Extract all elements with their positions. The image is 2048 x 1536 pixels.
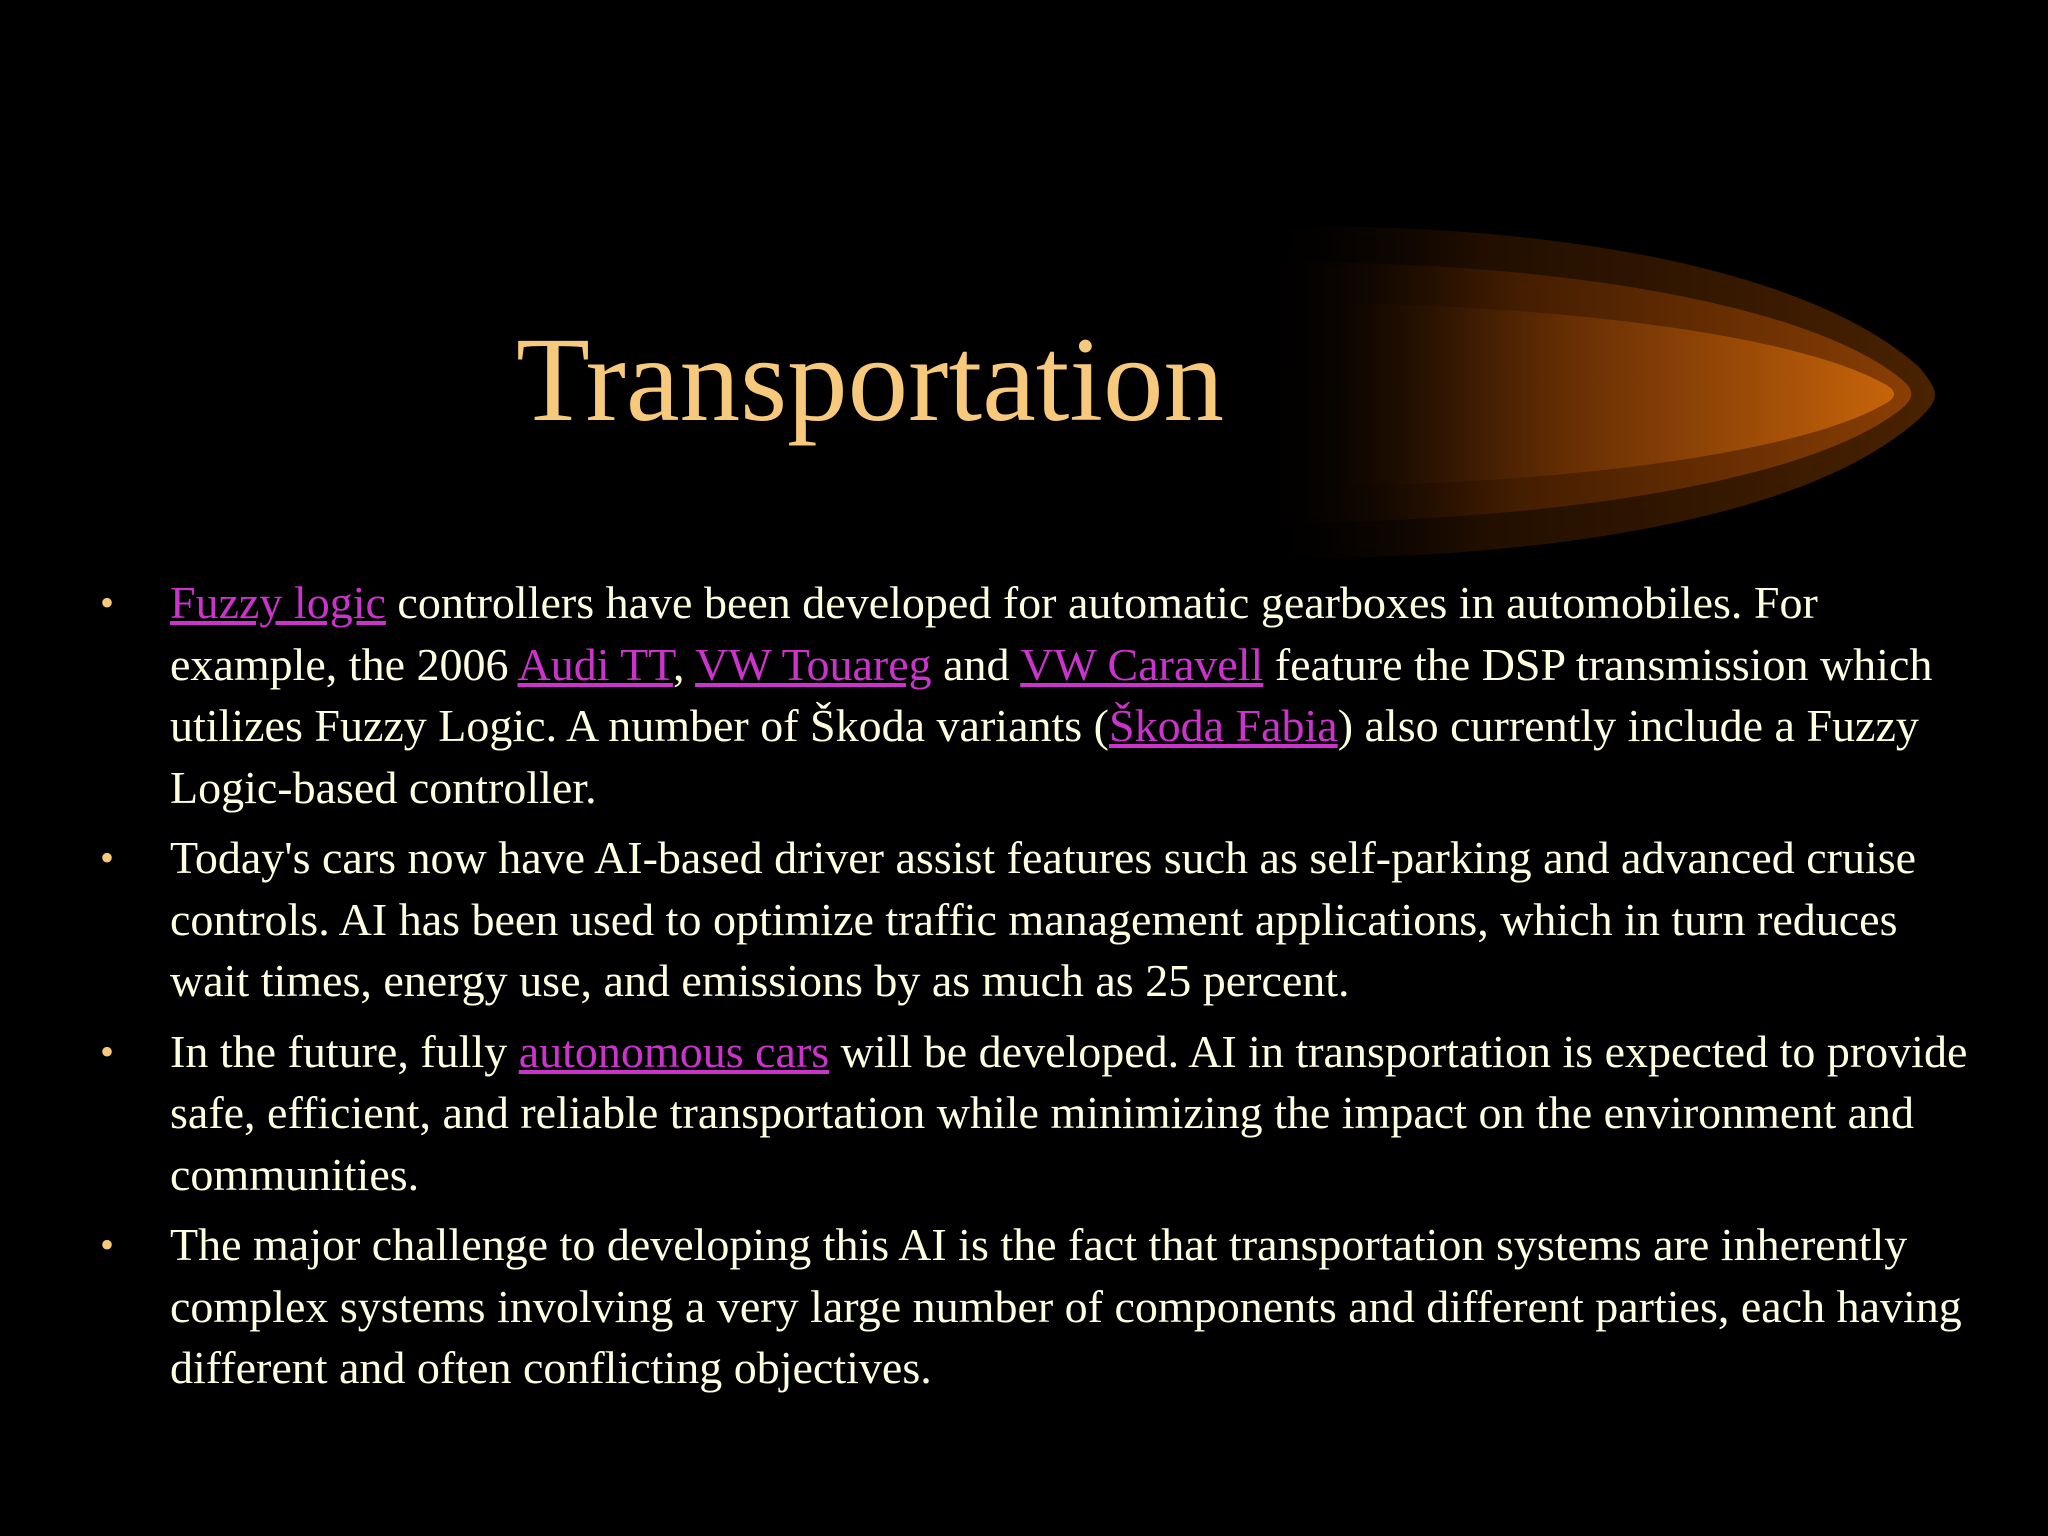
bullet-item	[100, 827, 1980, 1012]
bullet-item	[100, 1214, 1980, 1399]
bullet-marker: •	[100, 1222, 115, 1267]
bullet-list	[100, 572, 1980, 1408]
bullet-item	[100, 1021, 1980, 1206]
bullet-marker: •	[100, 1028, 115, 1074]
link-audi-tt[interactable]: Audi TT	[517, 638, 673, 690]
bullet-text	[170, 1021, 1980, 1206]
text-segment: feature the DSP transmission which utilizes Fuzzy Logic. A number of Škoda variants (	[170, 638, 1933, 751]
text-segment: Today's cars now have AI-based driver assist features such as self-parking and advanced cruise controls. AI has been used to optimize traffic management applications, which in turn reduces wait times, energy use, and emissions by as much as 25 percent.	[170, 832, 1917, 1006]
link-vw-touareg[interactable]: VW Touareg	[695, 638, 932, 690]
text-segment: controllers have been developed for automatic gearboxes in automobiles. For example, the 2006	[170, 577, 1818, 690]
text-segment: ) also currently include a Fuzzy Logic-based controller.	[170, 700, 1919, 813]
bullet-marker: •	[100, 580, 115, 625]
text-segment: In the future, fully	[170, 1025, 519, 1077]
bullet-text	[170, 572, 1980, 818]
link-autonomous-cars[interactable]: autonomous cars	[518, 1025, 830, 1077]
slide-title: Transportation	[515, 313, 1225, 447]
bullet-text	[170, 827, 1980, 1012]
text-segment: and	[931, 638, 1021, 690]
link-skoda-fabia[interactable]: Škoda Fabia	[1108, 700, 1338, 751]
bullet-item	[100, 572, 1980, 818]
bullet-text	[170, 1214, 1980, 1399]
bullet-marker: •	[100, 835, 115, 880]
link-fuzzy-logic[interactable]: Fuzzy logic	[170, 577, 386, 628]
text-segment: ,	[672, 638, 696, 690]
link-vw-caravell[interactable]: VW Caravell	[1020, 638, 1264, 690]
text-segment: The major challenge to developing this AI is the fact that transportation systems are inherently complex systems involving a very large number of components and different parties, each having different and often conflicting objectives.	[170, 1219, 1962, 1393]
text-segment: will be developed. AI in transportation is expected to provide safe, efficient, and reliable transportation while minimizing the impact on the environment and communities.	[170, 1025, 1968, 1200]
